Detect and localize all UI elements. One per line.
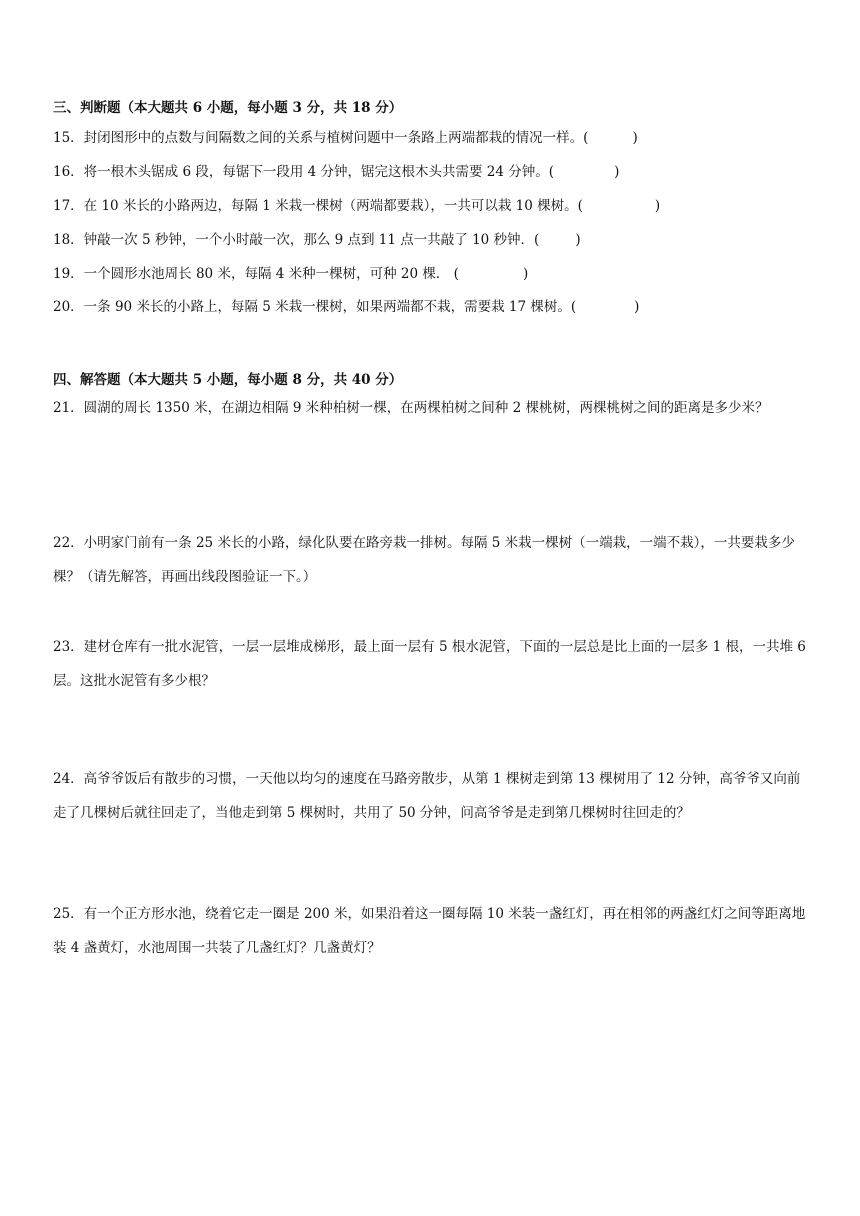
question-25: 25．有一个正方形水池，绕着它走一圈是 200 米，如果沿着这一圈每隔 10 米装一盏红灯，再在相邻的两盏红灯之间等距离地装 4 盏黄灯，水池周围一共装了几盏红灯？几盏黄灯？ (53, 906, 806, 956)
question-text: 17．在 10 米长的小路两边，每隔 1 米栽一棵树（两端都要栽），一共可以栽 10 棵树。( (53, 198, 583, 214)
bracket-close: ) (634, 299, 640, 315)
question-16 (53, 162, 619, 182)
section4-heading: 四、解答题（本大题共 5 小题，每小题 8 分，共 40 分） (53, 372, 403, 388)
bracket-close: ) (654, 198, 661, 214)
question-text: 15．封闭图形中的点数与间隔数之间的关系与植树问题中一条路上两端都栽的情况一样。( (53, 130, 589, 146)
question-22: 22．小明家门前有一条 25 米长的小路，绿化队要在路旁栽一排树。每隔 5 米栽一棵树（一端栽，一端不栽），一共要栽多少棵？（请先解答，再画出线段图验证一下。） (53, 535, 795, 585)
question-21: 21．圆湖的周长 1350 米，在湖边相隔 9 米种柏树一棵，在两棵柏树之间种 2 棵桃树，两棵桃树之间的距离是多少米？ (53, 400, 769, 416)
question-23: 23．建材仓库有一批水泥管，一层一层堆成梯形，最上面一层有 5 根水泥管，下面的一层总是比上面的一层多 1 根，一共堆 6 层。这批水泥管有多少根？ (53, 639, 806, 689)
bracket-close: ) (614, 164, 620, 180)
question-text: 18．钟敲一次 5 秒钟，一个小时敲一次，那么 9 点到 11 点一共敲了 10 秒钟．( (53, 232, 540, 248)
bracket-close: ) (575, 232, 581, 248)
question-17 (53, 196, 660, 216)
question-text: 16．将一根木头锯成 6 段，每锯下一段用 4 分钟，锯完这根木头共需要 24 分钟。( (53, 164, 555, 180)
question-20 (53, 297, 639, 317)
question-19 (53, 264, 528, 284)
bracket-close: ) (632, 130, 638, 146)
question-15 (53, 128, 638, 148)
question-text: 20．一条 90 米长的小路上，每隔 5 米栽一棵树，如果两端都不栽，需要栽 17 棵树。( (53, 299, 577, 315)
section3-heading: 三、判断题（本大题共 6 小题，每小题 3 分，共 18 分） (53, 100, 403, 116)
question-24: 24．高爷爷饭后有散步的习惯，一天他以均匀的速度在马路旁散步，从第 1 棵树走到第 13 棵树用了 12 分钟，高爷爷又向前走了几棵树后就往回走了，当他走到第 5 棵树时，共用了 50 分钟，问高爷爷是走到第几棵树时往回走的？ (53, 771, 801, 821)
question-text: 19．一个圆形水池周长 80 米，每隔 4 米种一棵树，可种 20 棵． ( (53, 266, 459, 282)
bracket-close: ) (522, 266, 529, 282)
question-18 (53, 230, 581, 250)
